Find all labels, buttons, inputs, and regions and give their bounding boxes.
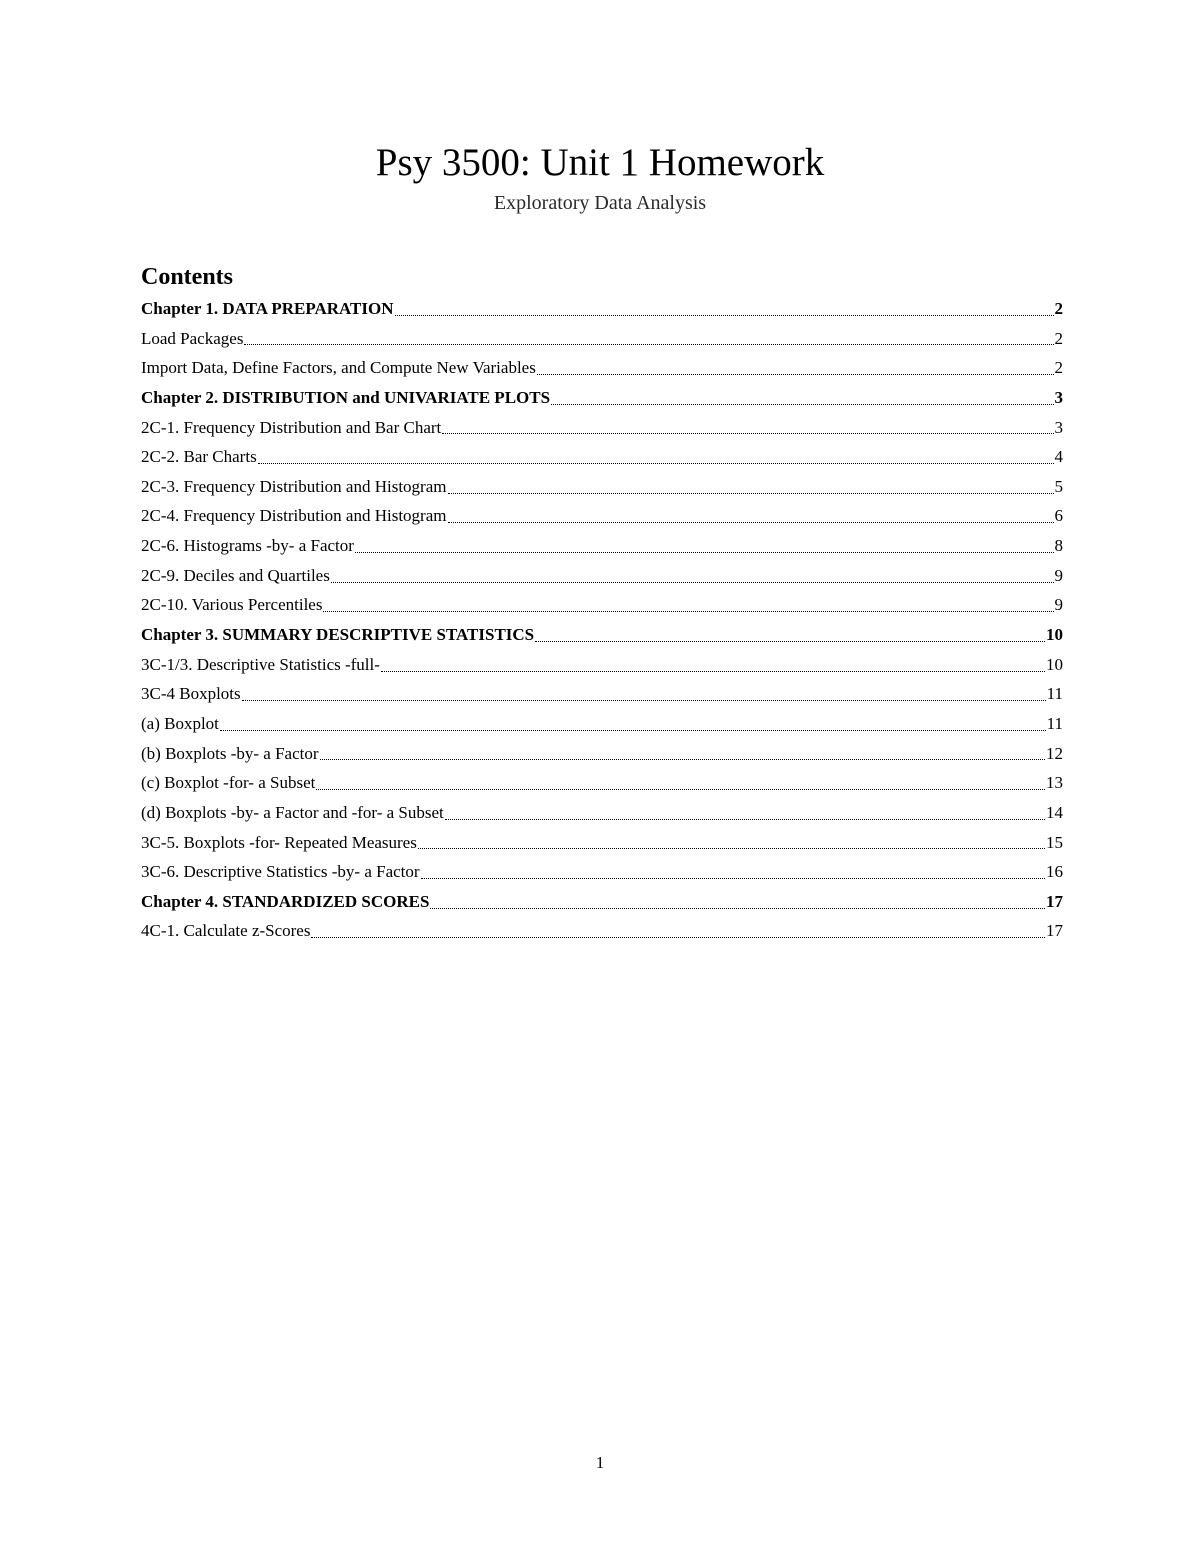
toc-dot-leader (323, 610, 1053, 612)
toc-entry-label: (a) Boxplot (141, 713, 219, 733)
toc-dot-leader (311, 936, 1045, 938)
toc-entry-label: 2C-6. Histograms -by- a Factor (141, 536, 354, 556)
toc-entry-label: Chapter 2. DISTRIBUTION and UNIVARIATE PLOTS (141, 387, 551, 407)
toc-section-entry[interactable] (141, 709, 1063, 739)
toc-section-entry[interactable] (141, 324, 1063, 354)
toc-dot-leader (442, 432, 1053, 434)
toc-entry-page: 5 (1054, 476, 1063, 496)
toc-section-entry[interactable] (141, 590, 1063, 620)
toc-entry-label: 3C-1/3. Descriptive Statistics -full- (141, 654, 380, 674)
toc-section-entry[interactable] (141, 828, 1063, 858)
toc-dot-leader (421, 877, 1045, 879)
toc-section-entry[interactable] (141, 531, 1063, 561)
toc-dot-leader (535, 640, 1045, 642)
toc-dot-leader (244, 343, 1053, 345)
toc-section-entry[interactable] (141, 857, 1063, 887)
toc-dot-leader (418, 847, 1045, 849)
toc-section-entry[interactable] (141, 501, 1063, 531)
toc-entry-label: 2C-10. Various Percentiles (141, 595, 323, 615)
toc-dot-leader (395, 314, 1054, 316)
toc-entry-page: 12 (1046, 743, 1063, 763)
toc-dot-leader (220, 729, 1046, 731)
toc-entry-page: 10 (1046, 625, 1063, 645)
toc-section-entry[interactable] (141, 739, 1063, 769)
document-title: Psy 3500: Unit 1 Homework (375, 141, 825, 184)
toc-entry-page: 11 (1046, 684, 1063, 704)
toc-dot-leader (448, 521, 1054, 523)
toc-dot-leader (448, 492, 1054, 494)
toc-dot-leader (355, 551, 1054, 553)
page-number: 1 (595, 1453, 605, 1472)
toc-entry-page: 17 (1046, 891, 1063, 911)
toc-entry-page: 17 (1046, 921, 1063, 941)
toc-entry-label: (b) Boxplots -by- a Factor (141, 743, 319, 763)
toc-entry-page: 3 (1054, 417, 1063, 437)
toc-entry-label: 3C-6. Descriptive Statistics -by- a Factor (141, 862, 420, 882)
toc-entry-page: 9 (1054, 595, 1063, 615)
toc-entry-label: 2C-2. Bar Charts (141, 447, 257, 467)
toc-entry-label: Import Data, Define Factors, and Compute New Variables (141, 358, 536, 378)
toc-section-entry[interactable] (141, 768, 1063, 798)
toc-section-entry[interactable] (141, 442, 1063, 472)
toc-entry-page: 16 (1046, 862, 1063, 882)
toc-dot-leader (445, 818, 1045, 820)
toc-entry-page: 14 (1046, 802, 1063, 822)
toc-dot-leader (430, 907, 1045, 909)
toc-section-entry[interactable] (141, 413, 1063, 443)
toc-section-entry[interactable] (141, 679, 1063, 709)
toc-entry-page: 4 (1054, 447, 1063, 467)
toc-entry-page: 2 (1054, 358, 1063, 378)
toc-entry-page: 15 (1046, 832, 1063, 852)
toc-dot-leader (537, 373, 1054, 375)
toc-chapter-entry[interactable] (141, 383, 1063, 413)
toc-section-entry[interactable] (141, 472, 1063, 502)
toc-chapter-entry[interactable] (141, 294, 1063, 324)
toc-dot-leader (316, 788, 1045, 790)
toc-dot-leader (381, 670, 1045, 672)
toc-entry-page: 2 (1054, 299, 1063, 318)
toc-dot-leader (258, 462, 1054, 464)
toc-section-entry[interactable] (141, 561, 1063, 591)
toc-entry-page: 11 (1046, 713, 1063, 733)
toc-dot-leader (320, 758, 1045, 760)
toc-chapter-entry[interactable] (141, 620, 1063, 650)
toc-entry-page: 10 (1046, 654, 1063, 674)
toc-entry-label: Chapter 3. SUMMARY DESCRIPTIVE STATISTICS (141, 625, 535, 645)
contents-heading: Contents (141, 264, 234, 290)
toc-entry-label: (c) Boxplot -for- a Subset (141, 773, 316, 793)
toc-section-entry[interactable] (141, 353, 1063, 383)
toc-entry-label: Chapter 1. DATA PREPARATION (141, 299, 394, 318)
toc-entry-label: 4C-1. Calculate z-Scores (141, 921, 311, 941)
document-subtitle: Exploratory Data Analysis (493, 192, 707, 214)
toc-entry-label: 3C-5. Boxplots -for- Repeated Measures (141, 832, 417, 852)
toc-entry-page: 9 (1054, 565, 1063, 585)
toc-entry-page: 13 (1046, 773, 1063, 793)
toc-section-entry[interactable] (141, 798, 1063, 828)
toc-entry-label: Chapter 4. STANDARDIZED SCORES (141, 891, 430, 911)
toc-entry-label: 2C-4. Frequency Distribution and Histogram (141, 506, 447, 526)
toc-dot-leader (242, 699, 1046, 701)
toc-section-entry[interactable] (141, 650, 1063, 680)
toc-entry-label: 2C-3. Frequency Distribution and Histogram (141, 476, 447, 496)
toc-entry-page: 8 (1054, 536, 1063, 556)
toc-entry-label: 2C-1. Frequency Distribution and Bar Chart (141, 417, 442, 437)
toc-entry-page: 6 (1054, 506, 1063, 526)
toc-dot-leader (331, 581, 1054, 583)
toc-entry-label: Load Packages (141, 328, 244, 348)
toc-chapter-entry[interactable] (141, 887, 1063, 917)
toc-entry-label: 3C-4 Boxplots (141, 684, 241, 704)
toc-entry-label: (d) Boxplots -by- a Factor and -for- a Subset (141, 802, 444, 822)
toc-entry-label: 2C-9. Deciles and Quartiles (141, 565, 330, 585)
toc-entry-page: 2 (1054, 328, 1063, 348)
toc-section-entry[interactable] (141, 916, 1063, 946)
toc-entry-page: 3 (1054, 387, 1063, 407)
table-of-contents (141, 294, 1063, 946)
toc-dot-leader (551, 403, 1053, 405)
